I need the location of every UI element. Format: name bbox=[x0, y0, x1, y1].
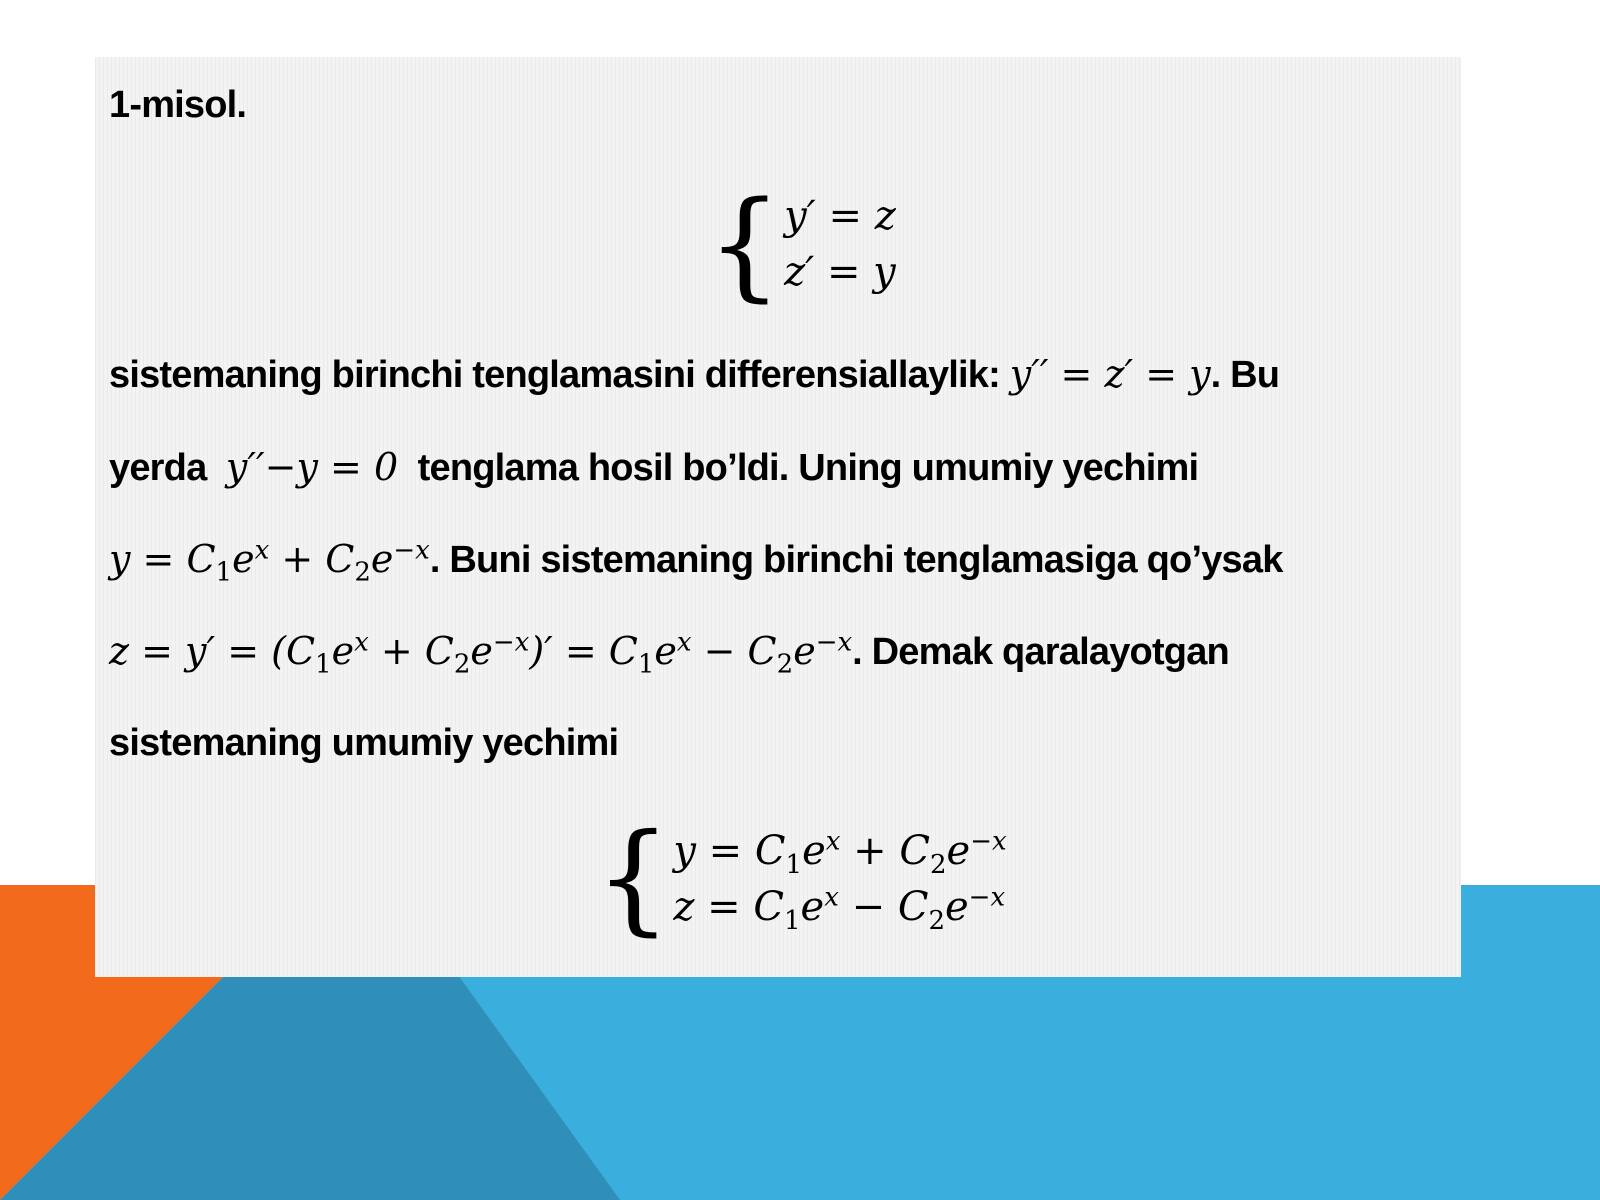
left-brace: { bbox=[707, 175, 783, 313]
line1-after: . Bu bbox=[1210, 354, 1280, 396]
slide-title: 1-misol. bbox=[109, 84, 247, 126]
system2-eq1: $y = C_1e^x + C_2e^{-x}$ bbox=[673, 826, 1007, 880]
line3-after: . Buni sistemaning birinchi tenglamasiga qo’ysak bbox=[429, 539, 1283, 581]
left-brace: { bbox=[595, 809, 672, 948]
line1-text: sistemaning birinchi tenglamasini differensiallaylik: bbox=[109, 354, 1000, 396]
line2-math: y′′−y = 0 bbox=[225, 445, 399, 489]
blue-right-shape bbox=[1460, 885, 1600, 1200]
text-line-2 bbox=[109, 445, 1198, 490]
system2-eq2: $z = C_1e^x - C_2e^{-x}$ bbox=[673, 882, 1006, 936]
system-equations-2 bbox=[595, 809, 1007, 948]
line3-math: $y = C_1e^x + C_2e^{-x}$ bbox=[109, 535, 430, 588]
text-line-1 bbox=[109, 352, 1279, 397]
line4-after: . Demak qaralayotgan bbox=[852, 631, 1229, 673]
line4-math: $z = y' = (C_1e^x + C_2e^{-x})' = C_1e^x - C_2e^{-x}$ bbox=[109, 627, 853, 680]
text-line-4 bbox=[109, 627, 1229, 680]
line2-after: tenglama hosil bo’ldi. Uning umumiy yechimi bbox=[417, 447, 1199, 489]
text-line-3 bbox=[109, 535, 1283, 588]
line2-before: yerda bbox=[109, 447, 207, 489]
system1-eq2: z′ = y bbox=[784, 249, 896, 295]
line1-math: y′′ = z′ = y bbox=[1009, 352, 1211, 396]
system-equations-1 bbox=[707, 175, 896, 313]
system1-eq1: y′ = z bbox=[784, 193, 896, 239]
text-line-5: sistemaning umumiy yechimi bbox=[109, 722, 619, 764]
